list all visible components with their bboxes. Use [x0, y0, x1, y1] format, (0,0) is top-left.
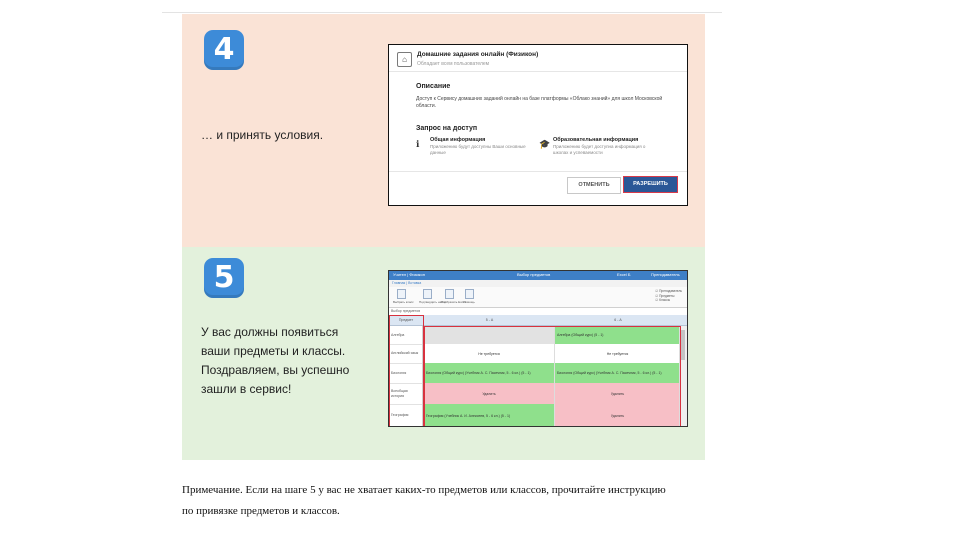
allow-button[interactable]: РАЗРЕШИТЬ: [623, 176, 678, 193]
table-cell[interactable]: Алгебра (Общий курс) (5 - 1): [555, 326, 681, 344]
checkbox[interactable]: ☑ Предметы: [655, 293, 675, 298]
document-icon: [423, 289, 432, 299]
step4-number-badge: 4: [204, 30, 244, 70]
permission-dialog-screenshot: [388, 44, 688, 206]
top-divider: [162, 12, 722, 13]
sheet-label: Выбор предметов: [391, 309, 421, 313]
dialog-app-subtitle: Обладает всем пользователем: [417, 61, 490, 67]
table-cell[interactable]: Не требуется: [555, 344, 681, 363]
description-text: Доступ к Сервису домашних заданий онлайн на базе платформы «Облако знаний» для школ Московской области.: [416, 96, 663, 109]
caption-line: Поздравляем, вы успешно: [201, 363, 350, 377]
caption-line: зашли в сервис!: [201, 382, 292, 396]
ribbon-button[interactable]: Отобразить Excel: [441, 289, 457, 304]
column-header[interactable]: 5 - А: [485, 318, 494, 322]
request-heading: Запрос на доступ: [416, 125, 478, 132]
row-label: Алгебра: [389, 326, 423, 344]
step5-number-badge: 5: [204, 258, 244, 298]
table-cell[interactable]: Биология (Общий курс) (Учебник А. С. Пасечник, 5 - 6 кл.) (5 - 1): [424, 363, 555, 383]
footnote-line: по привязке предметов и классов.: [182, 505, 340, 517]
permission-desc: Приложению будет доступна информация о школах и успеваемости: [553, 144, 646, 155]
caption-line: У вас должны появиться: [201, 325, 339, 339]
graduation-cap-icon: 🎓: [539, 139, 551, 149]
scrollbar-thumb[interactable]: [681, 330, 685, 360]
row-label: Биология: [389, 363, 423, 383]
ribbon-button[interactable]: Помощь: [461, 289, 477, 304]
row-label: Всеобщая история: [389, 383, 423, 404]
spreadsheet-titlebar: [389, 271, 687, 280]
permission-title: Общая информация: [430, 137, 486, 143]
document-icon: [445, 289, 454, 299]
footnote: [182, 480, 742, 522]
table-cell[interactable]: Удалить: [424, 383, 555, 404]
ribbon-tab[interactable]: Главная | Вставка: [392, 281, 422, 285]
table-cell[interactable]: Биология (Общий курс) (Учебник А. С. Пасечник, 5 - 6 кл.) (5 - 1): [555, 363, 681, 383]
highlight-subjects-column: [389, 315, 424, 427]
table-cell[interactable]: Удалить: [555, 383, 681, 404]
row-label: Английский язык: [389, 344, 423, 363]
titlebar-app: Учител | Физикон: [393, 272, 425, 277]
dialog-app-title: Домашние задания онлайн (Физикон): [417, 51, 539, 58]
titlebar-doc: Выбор предметов: [517, 272, 551, 277]
table-cell[interactable]: Удалить: [555, 404, 681, 427]
ribbon: [389, 287, 687, 308]
checkbox[interactable]: ☑ Классы: [655, 298, 671, 302]
sheet-header-row: [389, 315, 687, 326]
description-heading: Описание: [416, 83, 451, 90]
caption-line: ваши предметы и классы.: [201, 344, 346, 358]
ribbon-button[interactable]: Подтвердить набор: [419, 289, 435, 304]
ribbon-checkboxes: [655, 289, 682, 303]
corner-header: Предмет: [389, 315, 424, 325]
titlebar-user: Преподаватель: [651, 272, 680, 277]
permission-title: Образовательная информация: [553, 137, 639, 143]
info-icon: ℹ: [416, 139, 420, 149]
titlebar-excel: Excel Б: [617, 272, 631, 277]
step5-caption: [201, 323, 349, 399]
highlight-classes-area: [424, 326, 681, 427]
cancel-button[interactable]: ОТМЕНИТЬ: [567, 177, 621, 194]
table-cell[interactable]: Не требуется: [424, 344, 555, 363]
help-icon: [465, 289, 474, 299]
app-icon: ⌂: [397, 52, 412, 67]
row-label: География: [389, 404, 423, 427]
dialog-header: [389, 45, 687, 72]
document-icon: [397, 289, 406, 299]
permission-desc: Приложению будут доступны Ваши основные данные: [430, 144, 526, 155]
ribbon-button[interactable]: Выбрать класс: [393, 289, 409, 304]
spreadsheet-screenshot: [388, 270, 688, 427]
table-cell[interactable]: География (Учебник А. И. Алексеев, 5 - 6 кл.) (5 - 1): [424, 404, 555, 427]
step4-caption: … и принять условия.: [201, 128, 324, 142]
checkbox[interactable]: ☑ Преподаватель: [655, 289, 682, 293]
column-header[interactable]: 6 - А: [614, 318, 622, 322]
dialog-footer-divider: [389, 171, 687, 172]
footnote-line: Примечание. Если на шаге 5 у вас не хватает каких-то предметов или классов, прочитайте инструкцию: [182, 484, 666, 496]
